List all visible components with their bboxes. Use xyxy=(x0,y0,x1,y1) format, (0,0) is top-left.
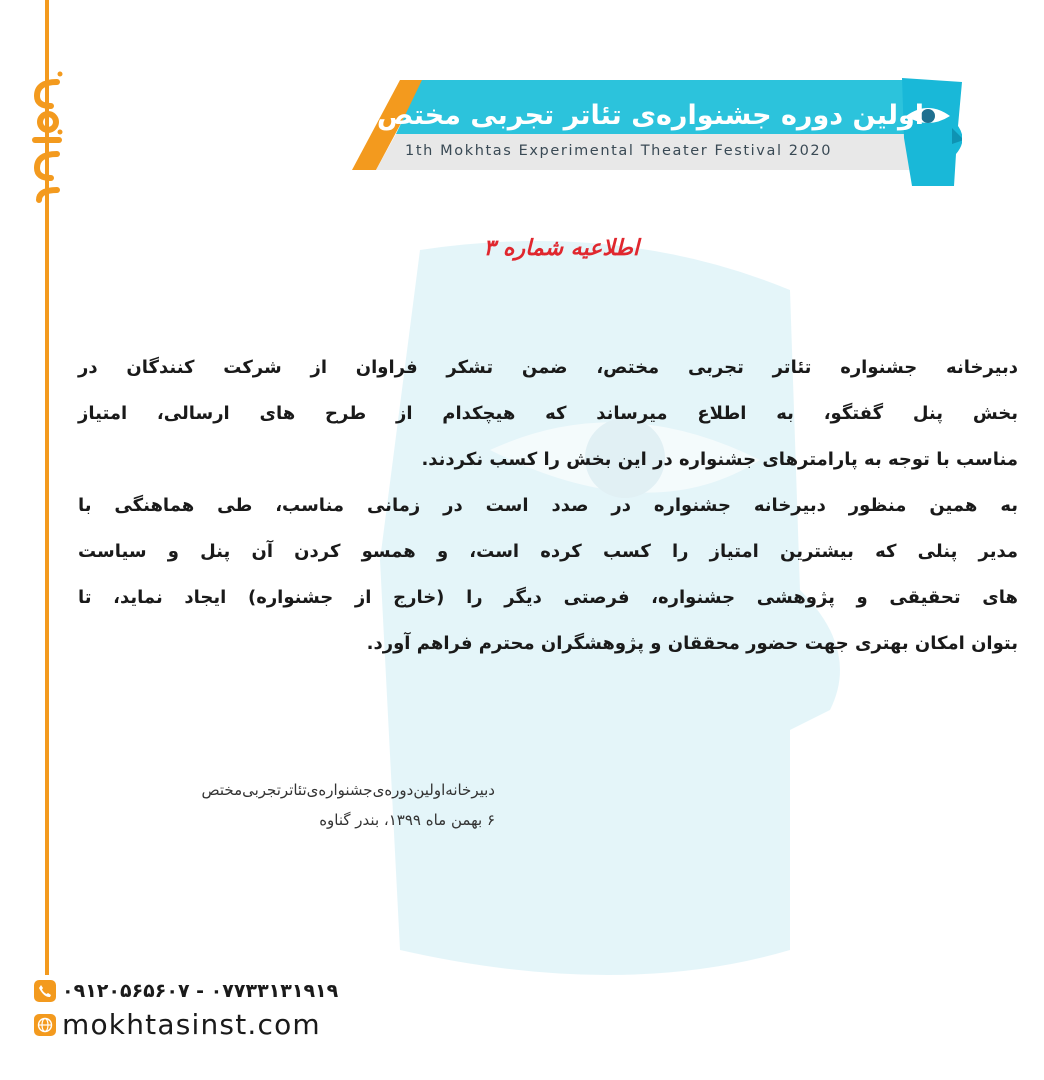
signature xyxy=(70,775,495,835)
notice-title: اطلاعیه شماره ۳ xyxy=(483,236,639,261)
phone-numbers: ۰۹۱۲۰۵۶۵۶۰۷ - ۰۷۷۳۳۱۳۱۹۱۹ xyxy=(62,980,339,1002)
header-banner xyxy=(352,78,962,188)
notice-body xyxy=(78,345,1018,667)
notice-line: بتوان امکان بهتری جهت حضور محققان و پژوهشگران محترم فراهم آورد. xyxy=(366,633,1018,654)
website-row xyxy=(34,1008,338,1041)
website-link[interactable]: mokhtasinst.com xyxy=(62,1008,321,1041)
globe-icon xyxy=(34,1014,56,1036)
notice-line: مناسب با توجه به پارامترهای جشنواره در این بخش را کسب نکردند. xyxy=(421,449,1018,470)
notice-line: مدیر پنلی که بیشترین امتیاز را کسب کرده است، و همسو کردن آن پنل و سیاست xyxy=(78,541,1018,562)
contact-footer xyxy=(34,980,338,1041)
festival-subtitle: 1th Mokhtas Experimental Theater Festival 2020 xyxy=(405,143,833,159)
mask-logo-icon xyxy=(902,78,962,186)
festival-title: اولین دوره جشنواره‌ی تئاتر تجربی مختص xyxy=(376,100,924,131)
notice-line: بخش پنل گفتگو، به اطلاع میرساند که هیچکدام از طرح های ارسالی، امتیاز xyxy=(78,403,1018,424)
phone-row xyxy=(34,980,338,1002)
signature-org: دبیرخانه‌اولین‌دوره‌ی‌جشنواره‌ی‌تئاترتجربی‌مختص xyxy=(201,781,495,799)
notice-line: به همین منظور دبیرخانه جشنواره در صدد است در زمانی مناسب، طی هماهنگی با xyxy=(78,495,1018,516)
phone-icon xyxy=(34,980,56,1002)
signature-date: ۶ بهمن ماه ۱۳۹۹، بندر گناوه xyxy=(319,811,495,829)
notice-line: دبیرخانه جشنواره تئاتر تجربی مختص، ضمن تشکر فراوان از شرکت کنندگان در xyxy=(78,357,1018,378)
mokhtas-logo xyxy=(27,70,67,210)
notice-line: های تحقیقی و پژوهشی جشنواره، فرصتی دیگر را (خارج از جشنواره) ایجاد نماید، تا xyxy=(78,587,1018,608)
